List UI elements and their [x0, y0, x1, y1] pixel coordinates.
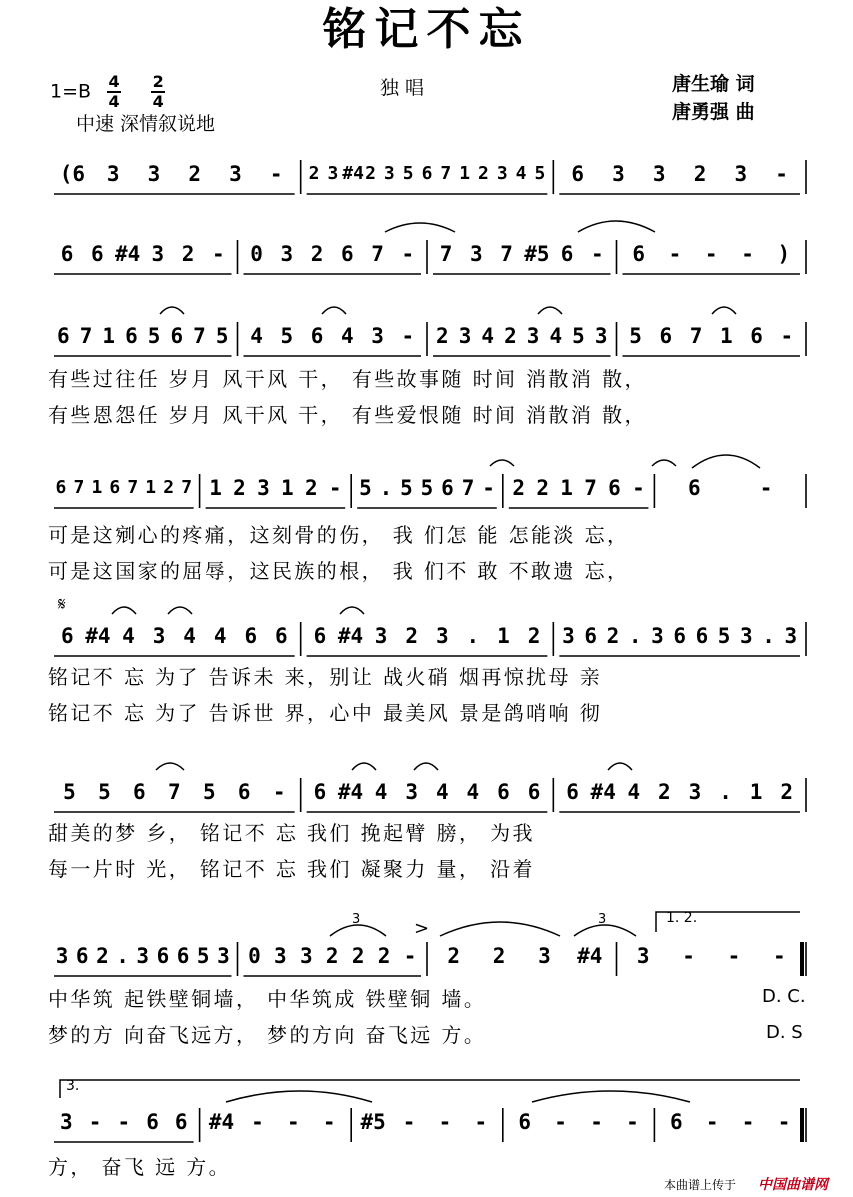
note: . [628, 624, 642, 648]
note: - [401, 242, 415, 266]
note: 6 [170, 324, 184, 348]
note: 6 [91, 242, 104, 266]
performance-type: 独 唱 [380, 77, 425, 99]
note: #4 [342, 163, 364, 184]
slur [414, 763, 438, 770]
note: 6 [133, 780, 146, 804]
note: 6 [670, 1110, 683, 1134]
note: - [88, 1110, 102, 1134]
note: 5 [534, 163, 546, 184]
note: - [212, 242, 225, 266]
note: 6 [566, 780, 579, 804]
note: 7 [127, 477, 139, 498]
triplet-mark: 3 [598, 912, 607, 927]
note: 2 [504, 324, 517, 348]
note: 5 [717, 624, 731, 648]
note: 6 [313, 780, 327, 804]
note: . [116, 944, 129, 968]
volta-1-2-bracket [656, 912, 800, 932]
note: - [590, 1110, 603, 1134]
note: 3 [740, 624, 753, 648]
note: 6 [146, 1110, 159, 1134]
note: 5 [147, 324, 161, 348]
note: 7 [79, 324, 93, 348]
da-capo: D. C. [762, 986, 806, 1007]
note: 3 [688, 780, 702, 804]
note: 3 [327, 163, 339, 184]
note: 7 [584, 476, 597, 500]
note: 3 [229, 162, 242, 186]
triplet-slur [330, 925, 386, 936]
note: 3 [383, 163, 395, 184]
note: #4 [577, 944, 603, 968]
slur [160, 307, 184, 314]
note: (6 [59, 162, 86, 186]
note: 2 [447, 944, 461, 968]
note: 1 [459, 163, 471, 184]
note: 6 [695, 624, 709, 648]
note: 7 [371, 242, 384, 266]
note: 4 [213, 624, 227, 648]
note: #4 [337, 624, 364, 648]
note: 2 [233, 476, 246, 500]
note: 6 [125, 324, 138, 348]
note: 6 [518, 1110, 532, 1134]
note: . [719, 780, 732, 804]
note: 3 [374, 624, 388, 648]
note: 6 [527, 780, 541, 804]
note: #4 [590, 780, 616, 804]
note: 2 [658, 780, 671, 804]
note: 6 [560, 242, 574, 266]
note: 6 [584, 624, 597, 648]
note: #4 [85, 624, 111, 648]
note: 3 [136, 944, 150, 968]
note: 2 [163, 477, 175, 498]
note: 1 [749, 780, 763, 804]
note: 5 [402, 163, 414, 184]
site-logo: 中国曲谱网 [758, 1177, 828, 1193]
note: 6 [750, 324, 763, 348]
note: - [328, 476, 342, 500]
slur [168, 607, 192, 614]
slur [156, 763, 184, 770]
note: - [403, 944, 417, 968]
note: 2 [351, 944, 365, 968]
note: 2 [606, 624, 620, 648]
note: 5 [98, 780, 111, 804]
note: 2 [436, 324, 449, 348]
note: 4 [515, 163, 527, 184]
note: 4 [481, 324, 495, 348]
triplet-mark: 3 [352, 912, 361, 927]
note: 3 [651, 624, 664, 648]
note: 2 [780, 780, 794, 804]
note: 5 [400, 476, 413, 500]
note: 4 [466, 780, 480, 804]
note: ) [777, 242, 791, 266]
key-label: 1=B [50, 80, 92, 103]
note: - [780, 324, 794, 348]
note: 0 [248, 944, 261, 968]
note: 3 [151, 242, 165, 266]
triplet-slur [574, 925, 636, 936]
note: 3 [257, 476, 270, 500]
note: 6 [659, 324, 673, 348]
note: 3 [496, 163, 508, 184]
note: 2 [405, 624, 419, 648]
note: 1 [102, 324, 116, 348]
slur [652, 460, 676, 466]
slur [490, 460, 514, 466]
note: 5 [420, 476, 434, 500]
note: 4 [122, 624, 135, 648]
song-title: 铭记不忘 [322, 4, 531, 55]
note: 5 [629, 324, 642, 348]
note: - [772, 944, 786, 968]
lyric-line: 每一片时 光， 铭记不 忘 我们 凝聚力 量， 沿着 [48, 857, 535, 881]
tie [532, 1091, 690, 1102]
note: 7 [500, 242, 513, 266]
note: 6 [687, 476, 701, 500]
note: 5 [280, 324, 294, 348]
note: 3 [636, 944, 650, 968]
dal-segno: D. S [766, 1022, 803, 1043]
note: #4 [337, 780, 364, 804]
note: 1 [720, 324, 733, 348]
note: 3 [60, 1110, 73, 1134]
note: 6 [60, 242, 74, 266]
lyric-line: 甜美的梦 乡， 铭记不 忘 我们 挽起臂 膀， 为我 [48, 821, 535, 845]
note: - [777, 1110, 791, 1134]
note: 6 [608, 476, 621, 500]
lyric-line: 可是这剜心的疼痛，这刻骨的伤， 我 们怎 能 怎能淡 忘， [48, 523, 630, 547]
segno-sign: 𝄋 [58, 594, 66, 615]
note: 6 [421, 163, 433, 184]
lyric-line: 可是这国家的屈辱，这民族的根， 我 们不 敢 不敢遗 忘， [48, 559, 630, 583]
note: 3 [299, 944, 313, 968]
note: 3 [147, 162, 161, 186]
note: 3 [217, 944, 230, 968]
note: 5 [202, 780, 216, 804]
slur [112, 607, 136, 614]
note: 2 [365, 163, 376, 184]
note: - [438, 1110, 452, 1134]
lyric-line: 铭记不 忘 为了 告诉未 来，别让 战火硝 烟再惊扰母 亲 [48, 665, 603, 689]
note: 3 [152, 624, 166, 648]
tie [226, 1091, 372, 1102]
volta-1-2-label: 1. 2. [666, 910, 698, 926]
note: 1 [560, 476, 573, 500]
note: 6 [60, 624, 74, 648]
note: 3 [470, 242, 483, 266]
note: - [704, 242, 718, 266]
slur [322, 307, 346, 314]
note: 2 [478, 163, 489, 184]
time-signature-2-4: $\frac{2}{4}$ [152, 72, 164, 111]
note: #5 [524, 242, 550, 266]
note: 4 [627, 780, 641, 804]
note: 6 [310, 324, 324, 348]
note: - [482, 476, 495, 500]
note: 6 [673, 624, 686, 648]
note: 7 [73, 477, 85, 498]
lyric-line: 方， 奋飞 远 方。 [48, 1155, 232, 1179]
tie [440, 922, 560, 936]
note: 6 [156, 944, 170, 968]
note: 5 [572, 324, 585, 348]
note: 6 [632, 242, 645, 266]
note: - [322, 1110, 336, 1134]
note: 4 [435, 780, 449, 804]
note: 3 [435, 624, 449, 648]
note: 5 [359, 476, 372, 500]
note: . [466, 624, 480, 648]
note: 2 [492, 944, 506, 968]
lyric-line: 中华筑 起铁壁铜墙， 中华筑成 铁壁铜 墙。 [48, 987, 487, 1011]
tempo-marking: 中速 深情叙说地 [76, 113, 216, 135]
note: 1 [209, 476, 222, 500]
note: 2 [512, 476, 526, 500]
note: 5 [63, 780, 76, 804]
note: 3 [405, 780, 419, 804]
note: 6 [57, 324, 70, 348]
note: 6 [109, 477, 121, 498]
note: 7 [193, 324, 206, 348]
lyric-line: 梦的方 向奋飞远方， 梦的方向 奋飞远 方。 [48, 1023, 487, 1047]
volta-3-label: 3. [66, 1078, 80, 1094]
note: - [269, 162, 283, 186]
note: 4 [374, 780, 388, 804]
note: 2 [527, 624, 541, 648]
note: 6 [497, 780, 510, 804]
note: 6 [55, 477, 67, 498]
note: 3 [538, 944, 551, 968]
note: - [287, 1110, 300, 1134]
note: #4 [208, 1110, 235, 1134]
note: 3 [106, 162, 120, 186]
note: 2 [377, 944, 391, 968]
note: - [402, 1110, 416, 1134]
note: - [591, 242, 604, 266]
note: 6 [237, 780, 251, 804]
note: 7 [167, 780, 181, 804]
slur [712, 307, 736, 314]
note: - [682, 944, 695, 968]
note: - [727, 944, 741, 968]
composer-credit: 唐勇强 曲 [672, 101, 755, 123]
note: 3 [562, 624, 575, 648]
note: - [474, 1110, 488, 1134]
note: 7 [439, 242, 453, 266]
slur [385, 223, 455, 232]
note: 3 [274, 944, 287, 968]
note: 2 [304, 476, 318, 500]
accent-mark: > [414, 918, 430, 939]
note: - [705, 1110, 719, 1134]
note: 3 [652, 162, 666, 186]
note: . [762, 624, 775, 648]
note: 5 [196, 944, 210, 968]
note: 0 [250, 242, 263, 266]
slur [340, 607, 364, 614]
note: 3 [612, 162, 625, 186]
note: 1 [145, 477, 157, 498]
note: - [632, 476, 645, 500]
note: 1 [281, 476, 294, 500]
note: 3 [371, 324, 384, 348]
note: 7 [461, 476, 475, 500]
slur [578, 221, 655, 232]
note: 4 [549, 324, 563, 348]
note: 6 [75, 944, 89, 968]
lyricist-credit: 唐生瑜 词 [672, 73, 755, 95]
note: 7 [689, 324, 703, 348]
note: - [251, 1110, 264, 1134]
time-signature-4-4: $\frac{4}{4}$ [108, 72, 120, 111]
lyric-line: 铭记不 忘 为了 告诉世 界，心中 最美风 景是鸽哨响 彻 [48, 701, 603, 725]
note: 3 [594, 324, 608, 348]
note: 6 [441, 476, 454, 500]
note: - [668, 242, 682, 266]
note: 3 [734, 162, 748, 186]
note: - [272, 780, 286, 804]
note: 6 [341, 242, 354, 266]
note: 2 [536, 476, 549, 500]
slur [352, 763, 376, 770]
note: 5 [215, 324, 229, 348]
note: - [117, 1110, 131, 1134]
note: 4 [250, 324, 263, 348]
note: 2 [325, 944, 339, 968]
note: 6 [571, 162, 585, 186]
note: 6 [313, 624, 327, 648]
note: 1 [91, 477, 103, 498]
lyric-line: 有些恩怨任 岁月 风干风 干， 有些爱恨随 时间 消散消 散， [48, 403, 647, 427]
note: 4 [183, 624, 196, 648]
note: 3 [784, 624, 798, 648]
note: 2 [308, 163, 320, 184]
note: 3 [280, 242, 294, 266]
lyric-line: 有些过往任 岁月 风干风 干， 有些故事随 时间 消散消 散， [48, 367, 647, 391]
note: - [554, 1110, 567, 1134]
note: 2 [96, 944, 109, 968]
note: 6 [244, 624, 258, 648]
slur [538, 307, 562, 314]
upload-credit: 本曲谱上传于 [664, 1178, 737, 1192]
note: 1 [497, 624, 510, 648]
note: 7 [440, 163, 452, 184]
note: 6 [174, 1110, 188, 1134]
note: #5 [360, 1110, 386, 1134]
note: 6 [176, 944, 190, 968]
note: - [741, 242, 754, 266]
note: 2 [310, 242, 324, 266]
tie [692, 455, 760, 468]
volta-3-bracket [60, 1080, 800, 1098]
note: . [379, 476, 393, 500]
note: 3 [458, 324, 472, 348]
note: - [759, 476, 773, 500]
note: 3 [55, 944, 69, 968]
slur [608, 763, 632, 770]
note: 6 [275, 624, 288, 648]
note: - [626, 1110, 639, 1134]
note: 7 [181, 477, 193, 498]
note: - [741, 1110, 755, 1134]
note: - [775, 162, 788, 186]
note: 3 [526, 324, 540, 348]
note: - [401, 324, 415, 348]
note: 2 [188, 162, 202, 186]
note: #4 [114, 242, 141, 266]
note: 2 [181, 242, 195, 266]
note: 4 [341, 324, 354, 348]
note: 2 [693, 162, 707, 186]
